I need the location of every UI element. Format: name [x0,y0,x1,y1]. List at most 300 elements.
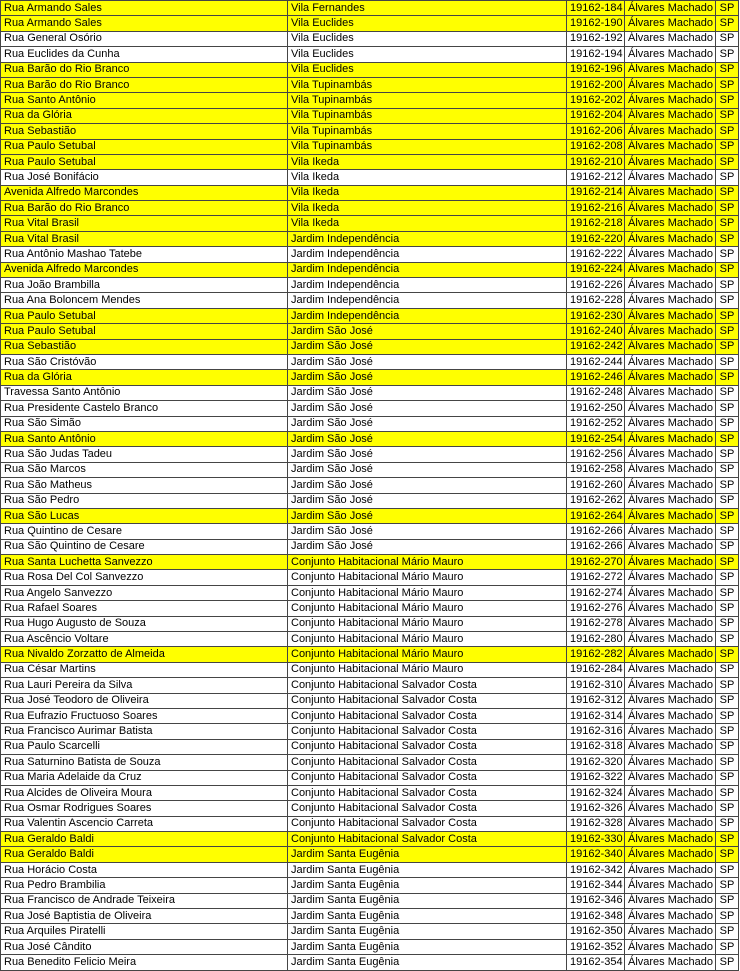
state-cell: SP [716,585,739,600]
table-row [1,724,739,739]
state-cell: SP [716,431,739,446]
cep-cell: 19162-224 [567,262,625,277]
city-cell: Álvares Machado [625,601,716,616]
street-cell: Rua Paulo Setubal [1,154,288,169]
state-cell: SP [716,724,739,739]
cep-cell: 19162-310 [567,678,625,693]
street-cell: Rua Vital Brasil [1,216,288,231]
street-cell: Rua São Marcos [1,462,288,477]
street-cell: Rua Pedro Brambilia [1,878,288,893]
street-cell: Rua Rosa Del Col Sanvezzo [1,570,288,585]
city-cell: Álvares Machado [625,570,716,585]
state-cell: SP [716,216,739,231]
cep-cell: 19162-242 [567,339,625,354]
city-cell: Álvares Machado [625,939,716,954]
cep-cell: 19162-320 [567,755,625,770]
neighborhood-cell: Jardim São José [288,385,567,400]
table-row [1,354,739,369]
street-cell: Rua Horácio Costa [1,862,288,877]
table-row [1,154,739,169]
street-cell: Rua Barão do Rio Branco [1,201,288,216]
cep-cell: 19162-278 [567,616,625,631]
neighborhood-cell: Jardim Independência [288,293,567,308]
street-cell: Rua Barão do Rio Branco [1,77,288,92]
city-cell: Álvares Machado [625,862,716,877]
neighborhood-cell: Conjunto Habitacional Salvador Costa [288,770,567,785]
neighborhood-cell: Jardim Santa Eugênia [288,909,567,924]
street-cell: Rua Hugo Augusto de Souza [1,616,288,631]
table-row [1,632,739,647]
street-cell: Rua Euclides da Cunha [1,47,288,62]
state-cell: SP [716,524,739,539]
street-cell: Rua São Matheus [1,478,288,493]
state-cell: SP [716,508,739,523]
table-row [1,124,739,139]
state-cell: SP [716,924,739,939]
state-cell: SP [716,662,739,677]
neighborhood-cell: Vila Tupinambás [288,124,567,139]
city-cell: Álvares Machado [625,385,716,400]
city-cell: Álvares Machado [625,770,716,785]
street-cell: Rua Ana Boloncem Mendes [1,293,288,308]
cep-cell: 19162-230 [567,308,625,323]
neighborhood-cell: Conjunto Habitacional Mário Mauro [288,570,567,585]
cep-cell: 19162-344 [567,878,625,893]
table-row [1,31,739,46]
state-cell: SP [716,616,739,631]
neighborhood-cell: Vila Euclides [288,62,567,77]
street-cell: Rua Lauri Pereira da Silva [1,678,288,693]
neighborhood-cell: Vila Tupinambás [288,93,567,108]
state-cell: SP [716,185,739,200]
neighborhood-cell: Conjunto Habitacional Salvador Costa [288,785,567,800]
city-cell: Álvares Machado [625,447,716,462]
street-cell: Rua Osmar Rodrigues Soares [1,801,288,816]
table-row [1,139,739,154]
street-cell: Rua São Quintino de Cesare [1,539,288,554]
neighborhood-cell: Conjunto Habitacional Mário Mauro [288,555,567,570]
table-row [1,755,739,770]
city-cell: Álvares Machado [625,555,716,570]
state-cell: SP [716,170,739,185]
street-cell: Rua Geraldo Baldi [1,832,288,847]
cep-cell: 19162-244 [567,354,625,369]
street-cell: Rua José Baptistia de Oliveira [1,909,288,924]
city-cell: Álvares Machado [625,278,716,293]
neighborhood-cell: Jardim Santa Eugênia [288,847,567,862]
cep-cell: 19162-342 [567,862,625,877]
neighborhood-cell: Jardim São José [288,401,567,416]
cep-cell: 19162-204 [567,108,625,123]
neighborhood-cell: Conjunto Habitacional Salvador Costa [288,708,567,723]
city-cell: Álvares Machado [625,401,716,416]
table-row [1,339,739,354]
city-cell: Álvares Machado [625,924,716,939]
table-row [1,785,739,800]
street-cell: Rua Arquiles Piratelli [1,924,288,939]
state-cell: SP [716,154,739,169]
state-cell: SP [716,909,739,924]
city-cell: Álvares Machado [625,108,716,123]
state-cell: SP [716,108,739,123]
city-cell: Álvares Machado [625,785,716,800]
state-cell: SP [716,462,739,477]
neighborhood-cell: Jardim Santa Eugênia [288,893,567,908]
cep-cell: 19162-260 [567,478,625,493]
street-cell: Rua Paulo Setubal [1,139,288,154]
table-row [1,647,739,662]
state-cell: SP [716,955,739,971]
state-cell: SP [716,878,739,893]
table-row [1,770,739,785]
state-cell: SP [716,539,739,554]
street-cell: Rua Armando Sales [1,1,288,16]
cep-cell: 19162-246 [567,370,625,385]
table-row [1,416,739,431]
table-row [1,262,739,277]
neighborhood-cell: Conjunto Habitacional Salvador Costa [288,678,567,693]
street-cell: Rua São Pedro [1,493,288,508]
neighborhood-cell: Conjunto Habitacional Mário Mauro [288,647,567,662]
cep-cell: 19162-218 [567,216,625,231]
cep-cell: 19162-324 [567,785,625,800]
cep-cell: 19162-212 [567,170,625,185]
neighborhood-cell: Conjunto Habitacional Mário Mauro [288,585,567,600]
cep-cell: 19162-270 [567,555,625,570]
state-cell: SP [716,708,739,723]
city-cell: Álvares Machado [625,493,716,508]
city-cell: Álvares Machado [625,539,716,554]
table-row [1,385,739,400]
street-cell: Rua Vital Brasil [1,231,288,246]
table-row [1,539,739,554]
cep-cell: 19162-314 [567,708,625,723]
street-cell: Rua Antônio Mashao Tatebe [1,247,288,262]
cep-cell: 19162-184 [567,1,625,16]
table-row [1,662,739,677]
cep-cell: 19162-282 [567,647,625,662]
table-row [1,862,739,877]
cep-cell: 19162-222 [567,247,625,262]
cep-cell: 19162-202 [567,93,625,108]
neighborhood-cell: Jardim São José [288,354,567,369]
cep-table-body [1,1,739,971]
state-cell: SP [716,93,739,108]
table-row [1,955,739,971]
table-row [1,170,739,185]
table-row [1,447,739,462]
cep-cell: 19162-280 [567,632,625,647]
state-cell: SP [716,339,739,354]
table-row [1,909,739,924]
street-cell: Rua Santo Antônio [1,431,288,446]
state-cell: SP [716,293,739,308]
city-cell: Álvares Machado [625,1,716,16]
street-cell: Rua Benedito Felicio Meira [1,955,288,971]
city-cell: Álvares Machado [625,124,716,139]
cep-cell: 19162-348 [567,909,625,924]
cep-cell: 19162-254 [567,431,625,446]
neighborhood-cell: Conjunto Habitacional Mário Mauro [288,632,567,647]
street-cell: Rua Quintino de Cesare [1,524,288,539]
state-cell: SP [716,308,739,323]
street-cell: Rua Presidente Castelo Branco [1,401,288,416]
state-cell: SP [716,755,739,770]
city-cell: Álvares Machado [625,262,716,277]
cep-cell: 19162-250 [567,401,625,416]
city-cell: Álvares Machado [625,662,716,677]
state-cell: SP [716,601,739,616]
city-cell: Álvares Machado [625,308,716,323]
city-cell: Álvares Machado [625,47,716,62]
table-row [1,462,739,477]
state-cell: SP [716,262,739,277]
neighborhood-cell: Vila Euclides [288,47,567,62]
table-row [1,678,739,693]
state-cell: SP [716,77,739,92]
city-cell: Álvares Machado [625,170,716,185]
city-cell: Álvares Machado [625,478,716,493]
city-cell: Álvares Machado [625,893,716,908]
city-cell: Álvares Machado [625,77,716,92]
state-cell: SP [716,124,739,139]
neighborhood-cell: Vila Ikeda [288,201,567,216]
state-cell: SP [716,555,739,570]
city-cell: Álvares Machado [625,755,716,770]
neighborhood-cell: Vila Tupinambás [288,108,567,123]
cep-cell: 19162-284 [567,662,625,677]
street-cell: Rua Paulo Scarcelli [1,739,288,754]
street-cell: Rua Sebastião [1,124,288,139]
cep-cell: 19162-206 [567,124,625,139]
table-row [1,801,739,816]
state-cell: SP [716,139,739,154]
table-row [1,201,739,216]
city-cell: Álvares Machado [625,16,716,31]
city-cell: Álvares Machado [625,909,716,924]
table-row [1,816,739,831]
street-cell: Rua Francisco de Andrade Teixeira [1,893,288,908]
street-cell: Rua Geraldo Baldi [1,847,288,862]
table-row [1,431,739,446]
state-cell: SP [716,862,739,877]
street-cell: Rua César Martins [1,662,288,677]
street-cell: Rua São Lucas [1,508,288,523]
city-cell: Álvares Machado [625,847,716,862]
city-cell: Álvares Machado [625,216,716,231]
table-row [1,708,739,723]
street-cell: Rua Paulo Setubal [1,324,288,339]
city-cell: Álvares Machado [625,93,716,108]
state-cell: SP [716,247,739,262]
neighborhood-cell: Jardim São José [288,370,567,385]
neighborhood-cell: Jardim São José [288,539,567,554]
street-cell: Rua Francisco Aurimar Batista [1,724,288,739]
table-row [1,847,739,862]
table-row [1,616,739,631]
neighborhood-cell: Vila Tupinambás [288,77,567,92]
street-cell: Rua Angelo Sanvezzo [1,585,288,600]
street-cell: Rua São Cristóvão [1,354,288,369]
state-cell: SP [716,647,739,662]
street-cell: Rua José Teodoro de Oliveira [1,693,288,708]
neighborhood-cell: Vila Fernandes [288,1,567,16]
street-cell: Rua Sebastião [1,339,288,354]
table-row [1,924,739,939]
table-row [1,693,739,708]
street-cell: Rua Rafael Soares [1,601,288,616]
state-cell: SP [716,324,739,339]
cep-cell: 19162-210 [567,154,625,169]
street-cell: Rua Ascêncio Voltare [1,632,288,647]
table-row [1,524,739,539]
cep-cell: 19162-316 [567,724,625,739]
street-cell: Rua Alcides de Oliveira Moura [1,785,288,800]
city-cell: Álvares Machado [625,508,716,523]
state-cell: SP [716,801,739,816]
neighborhood-cell: Conjunto Habitacional Salvador Costa [288,693,567,708]
street-cell: Travessa Santo Antônio [1,385,288,400]
cep-cell: 19162-322 [567,770,625,785]
cep-cell: 19162-276 [567,601,625,616]
neighborhood-cell: Conjunto Habitacional Salvador Costa [288,755,567,770]
city-cell: Álvares Machado [625,154,716,169]
state-cell: SP [716,201,739,216]
neighborhood-cell: Jardim Independência [288,278,567,293]
cep-cell: 19162-258 [567,462,625,477]
table-row [1,231,739,246]
street-cell: Rua Maria Adelaide da Cruz [1,770,288,785]
city-cell: Álvares Machado [625,370,716,385]
table-row [1,939,739,954]
neighborhood-cell: Conjunto Habitacional Mário Mauro [288,601,567,616]
city-cell: Álvares Machado [625,31,716,46]
state-cell: SP [716,939,739,954]
neighborhood-cell: Jardim Independência [288,247,567,262]
city-cell: Álvares Machado [625,354,716,369]
cep-cell: 19162-196 [567,62,625,77]
neighborhood-cell: Jardim São José [288,493,567,508]
city-cell: Álvares Machado [625,693,716,708]
state-cell: SP [716,416,739,431]
cep-cell: 19162-190 [567,16,625,31]
table-row [1,832,739,847]
street-cell: Rua José Cândito [1,939,288,954]
street-cell: Rua São Simão [1,416,288,431]
table-row [1,324,739,339]
neighborhood-cell: Conjunto Habitacional Salvador Costa [288,816,567,831]
street-cell: Rua Nivaldo Zorzatto de Almeida [1,647,288,662]
neighborhood-cell: Jardim São José [288,431,567,446]
cep-cell: 19162-200 [567,77,625,92]
table-row [1,739,739,754]
cep-cell: 19162-312 [567,693,625,708]
city-cell: Álvares Machado [625,431,716,446]
table-row [1,601,739,616]
state-cell: SP [716,493,739,508]
neighborhood-cell: Jardim São José [288,508,567,523]
state-cell: SP [716,16,739,31]
street-cell: Avenida Alfredo Marcondes [1,185,288,200]
cep-cell: 19162-214 [567,185,625,200]
cep-cell: 19162-266 [567,524,625,539]
table-row [1,878,739,893]
city-cell: Álvares Machado [625,247,716,262]
cep-cell: 19162-354 [567,955,625,971]
cep-cell: 19162-240 [567,324,625,339]
street-cell: Rua Paulo Setubal [1,308,288,323]
state-cell: SP [716,739,739,754]
city-cell: Álvares Machado [625,724,716,739]
state-cell: SP [716,832,739,847]
cep-cell: 19162-264 [567,508,625,523]
table-row [1,185,739,200]
cep-cell: 19162-248 [567,385,625,400]
city-cell: Álvares Machado [625,324,716,339]
state-cell: SP [716,816,739,831]
table-row [1,77,739,92]
state-cell: SP [716,678,739,693]
neighborhood-cell: Jardim São José [288,447,567,462]
cep-cell: 19162-252 [567,416,625,431]
state-cell: SP [716,770,739,785]
city-cell: Álvares Machado [625,416,716,431]
table-row [1,62,739,77]
table-row [1,585,739,600]
table-row [1,893,739,908]
state-cell: SP [716,401,739,416]
neighborhood-cell: Conjunto Habitacional Salvador Costa [288,739,567,754]
neighborhood-cell: Vila Euclides [288,16,567,31]
cep-cell: 19162-328 [567,816,625,831]
street-cell: Rua Santo Antônio [1,93,288,108]
street-cell: Rua da Glória [1,370,288,385]
neighborhood-cell: Jardim Independência [288,231,567,246]
table-row [1,293,739,308]
table-row [1,570,739,585]
table-row [1,247,739,262]
cep-cell: 19162-192 [567,31,625,46]
state-cell: SP [716,278,739,293]
state-cell: SP [716,47,739,62]
street-cell: Rua da Glória [1,108,288,123]
neighborhood-cell: Conjunto Habitacional Mário Mauro [288,616,567,631]
city-cell: Álvares Machado [625,185,716,200]
state-cell: SP [716,785,739,800]
table-row [1,555,739,570]
neighborhood-cell: Vila Euclides [288,31,567,46]
neighborhood-cell: Vila Ikeda [288,154,567,169]
city-cell: Álvares Machado [625,62,716,77]
table-row [1,508,739,523]
cep-cell: 19162-220 [567,231,625,246]
state-cell: SP [716,693,739,708]
city-cell: Álvares Machado [625,524,716,539]
cep-cell: 19162-340 [567,847,625,862]
neighborhood-cell: Jardim Santa Eugênia [288,878,567,893]
state-cell: SP [716,354,739,369]
table-row [1,370,739,385]
neighborhood-cell: Jardim São José [288,339,567,354]
cep-cell: 19162-352 [567,939,625,954]
state-cell: SP [716,370,739,385]
neighborhood-cell: Vila Ikeda [288,170,567,185]
neighborhood-cell: Jardim Santa Eugênia [288,955,567,971]
table-row [1,493,739,508]
state-cell: SP [716,570,739,585]
city-cell: Álvares Machado [625,293,716,308]
city-cell: Álvares Machado [625,616,716,631]
